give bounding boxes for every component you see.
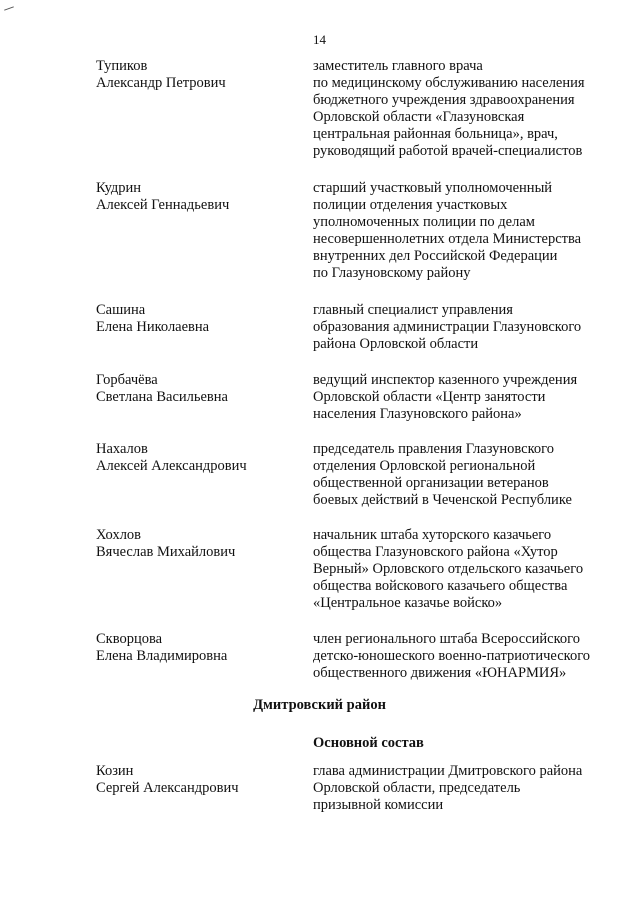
position-line: внутренних дел Российской Федерации bbox=[313, 248, 558, 264]
position-line: председатель правления Глазуновского bbox=[313, 441, 554, 457]
position-line: старший участковый уполномоченный bbox=[313, 180, 553, 196]
member-surname: Тупиков bbox=[96, 58, 148, 74]
position-line: общества Глазуновского района «Хутор bbox=[313, 544, 558, 560]
position-line: уполномоченных полиции по делам bbox=[313, 214, 535, 230]
position-line: Орловской области, председатель bbox=[313, 780, 521, 796]
position-line: главный специалист управления bbox=[313, 302, 513, 318]
section-title: Дмитровский район bbox=[253, 697, 386, 713]
member-given-names: Алексей Александрович bbox=[96, 458, 247, 474]
member-name bbox=[96, 372, 296, 406]
member-position bbox=[313, 302, 613, 353]
member-given-names: Елена Владимировна bbox=[96, 648, 228, 664]
member-position bbox=[313, 58, 613, 160]
member-name bbox=[96, 763, 296, 797]
member-given-names: Александр Петрович bbox=[96, 75, 226, 91]
position-line: начальник штаба хуторского казачьего bbox=[313, 527, 552, 543]
position-line: глава администрации Дмитровского района bbox=[313, 763, 583, 779]
member-surname: Сашина bbox=[96, 302, 146, 318]
position-line: центральная районная больница», врач, bbox=[313, 126, 558, 142]
member-surname: Козин bbox=[96, 763, 134, 779]
position-line: «Центральное казачье войско» bbox=[313, 595, 503, 611]
member-position bbox=[313, 763, 613, 814]
position-line: Орловской области «Центр занятости bbox=[313, 389, 546, 405]
position-line: заместитель главного врача bbox=[313, 58, 483, 74]
position-line: по медицинскому обслуживанию населения bbox=[313, 75, 585, 91]
member-surname: Хохлов bbox=[96, 527, 142, 543]
position-line: Орловской области «Глазуновская bbox=[313, 109, 525, 125]
position-line: отделения Орловской региональной bbox=[313, 458, 536, 474]
position-line: член регионального штаба Всероссийского bbox=[313, 631, 580, 647]
member-position bbox=[313, 441, 613, 509]
position-line: руководящий работой врачей-специалистов bbox=[313, 143, 583, 159]
page-number: 14 bbox=[313, 32, 326, 47]
member-surname: Скворцова bbox=[96, 631, 163, 647]
member-given-names: Светлана Васильевна bbox=[96, 389, 228, 405]
position-line: образования администрации Глазуновского bbox=[313, 319, 582, 335]
position-line: общественного движения «ЮНАРМИЯ» bbox=[313, 665, 567, 681]
position-line: призывной комиссии bbox=[313, 797, 444, 813]
member-surname: Горбачёва bbox=[96, 372, 158, 388]
member-surname: Кудрин bbox=[96, 180, 142, 196]
position-line: полиции отделения участковых bbox=[313, 197, 508, 213]
member-name bbox=[96, 180, 296, 214]
member-position bbox=[313, 631, 613, 682]
section-subtitle: Основной состав bbox=[313, 735, 424, 751]
member-position bbox=[313, 372, 613, 423]
position-line: района Орловской области bbox=[313, 336, 479, 352]
member-given-names: Алексей Геннадьевич bbox=[96, 197, 230, 213]
member-name bbox=[96, 441, 296, 475]
member-given-names: Сергей Александрович bbox=[96, 780, 239, 796]
position-line: ведущий инспектор казенного учреждения bbox=[313, 372, 578, 388]
member-position bbox=[313, 527, 613, 612]
member-given-names: Вячеслав Михайлович bbox=[96, 544, 236, 560]
member-name bbox=[96, 631, 296, 665]
position-line: по Глазуновскому району bbox=[313, 265, 471, 281]
position-line: Верный» Орловского отдельского казачьего bbox=[313, 561, 584, 577]
position-line: населения Глазуновского района» bbox=[313, 406, 522, 422]
member-name bbox=[96, 302, 296, 336]
position-line: общественной организации ветеранов bbox=[313, 475, 549, 491]
position-line: несовершеннолетних отдела Министерства bbox=[313, 231, 582, 247]
member-given-names: Елена Николаевна bbox=[96, 319, 210, 335]
position-line: бюджетного учреждения здравоохранения bbox=[313, 92, 575, 108]
position-line: боевых действий в Чеченской Республике bbox=[313, 492, 572, 508]
member-name bbox=[96, 58, 296, 92]
member-position bbox=[313, 180, 613, 282]
position-line: детско-юношеского военно-патриотического bbox=[313, 648, 591, 664]
member-surname: Нахалов bbox=[96, 441, 148, 457]
scan-mark bbox=[4, 6, 14, 10]
position-line: общества войскового казачьего общества bbox=[313, 578, 568, 594]
member-name bbox=[96, 527, 296, 561]
